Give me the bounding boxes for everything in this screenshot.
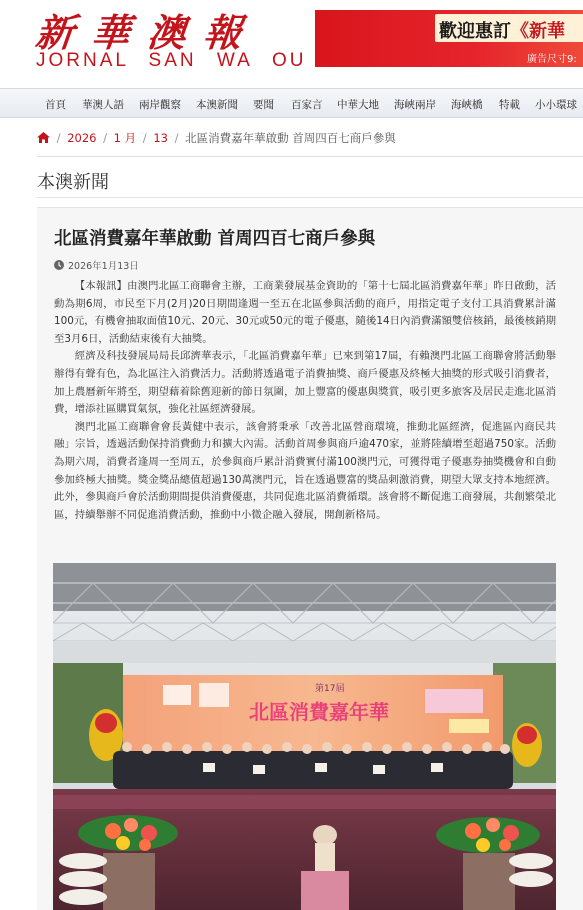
divider	[37, 197, 583, 198]
nav-item-huaao-voices[interactable]: 華澳人語	[82, 99, 124, 111]
nav-item-strait-bridge[interactable]: 海峽橋	[451, 99, 483, 111]
nav-item-opinions[interactable]: 百家言	[291, 99, 323, 111]
breadcrumb	[37, 130, 396, 146]
clock-icon	[54, 260, 64, 270]
nav-item-strait[interactable]: 海峽兩岸	[394, 99, 436, 111]
breadcrumb-separator: /	[103, 131, 107, 145]
divider	[37, 156, 583, 157]
article-meta	[54, 258, 139, 272]
site-logo-english[interactable]: JORNAL SAN WA OU	[36, 50, 307, 71]
breadcrumb-separator: /	[174, 131, 179, 145]
nav-item-headlines[interactable]: 要聞	[253, 99, 274, 111]
nav-item-china[interactable]: 中華大地	[337, 99, 379, 111]
article-paragraph: 經濟及科技發展局局長邱濟華表示，「北區消費嘉年華」已來到第17屆，有賴澳門北區工商聯會將活動舉辦得有聲有色，為北區注入消費活力。活動將透過電子消費抽獎、商戶優惠及終極大抽獎的形式吸引消費者，加上農曆新年將至，期望藉着除舊迎新的節日氛圍，加上豐富的優惠與獎賞，吸引更多旅客及居民走進北區消費，增添社區購買氣氛，強化社區經濟發展。	[54, 350, 556, 416]
article-body	[54, 278, 556, 524]
main-nav	[0, 88, 583, 118]
ad-title-prefix: 歡迎惠訂	[439, 21, 511, 42]
breadcrumb-day[interactable]: 13	[153, 131, 168, 145]
article-photo[interactable]	[53, 563, 556, 910]
nav-item-special[interactable]: 特載	[499, 99, 520, 111]
home-icon[interactable]	[37, 132, 50, 143]
breadcrumb-separator: /	[56, 131, 61, 145]
breadcrumb-current: 北區消費嘉年華啟動 首周四百七商戶參與	[185, 131, 396, 145]
ad-title-highlight: 《新華	[511, 21, 565, 42]
breadcrumb-month[interactable]: 1 月	[113, 131, 137, 145]
subscription-ad-banner[interactable]	[315, 10, 583, 67]
site-header	[0, 0, 583, 88]
photo-banner-text: 北區消費嘉年華	[249, 700, 389, 724]
ad-subtitle: 廣告尺寸9:	[527, 54, 577, 65]
section-title: 本澳新聞	[37, 172, 109, 193]
site-logo-chinese[interactable]: 新華澳報	[33, 10, 263, 55]
nav-item-local-news[interactable]: 本澳新聞	[196, 99, 238, 111]
article	[37, 207, 583, 910]
nav-item-cross-strait-watch[interactable]: 兩岸觀察	[139, 99, 181, 111]
photo-banner-number: 第17屆	[315, 684, 345, 694]
nav-item-world[interactable]: 小小環球	[535, 99, 577, 111]
article-paragraph: 【本報訊】由澳門北區工商聯會主辦，工商業發展基金資助的「第十七屆北區消費嘉年華」昨日啟動，活動為期6周，市民至下月(2月)20日期間逢週一至五在北區參與活動的商戶，用指定電子支付工具消費累計滿100元，有機會抽取面值10元、20元、30元或50元的電子優惠，隨後14日內消費滿額雙倍核銷，最後核銷期至3月6日，活動結束後有大抽獎。	[54, 280, 556, 345]
breadcrumb-separator: /	[142, 131, 147, 145]
event-photo-illustration	[53, 563, 556, 910]
nav-item-home[interactable]: 首頁	[45, 99, 66, 111]
article-title: 北區消費嘉年華啟動 首周四百七商戶參與	[54, 229, 376, 249]
article-date: 2026年1月13日	[68, 261, 139, 272]
breadcrumb-year[interactable]: 2026	[67, 131, 97, 145]
article-paragraph: 澳門北區工商聯會會長黃健中表示，該會將秉承「改善北區營商環境，推動北區經濟，促進區內商民共融」宗旨，透過活動保持消費動力和擴大內需。活動首周參與商戶逾470家，並將陸續增至超過750家。活動為期六周，消費者逢周一至周五，於參與商戶累計消費實付滿100澳門元，可獲得電子優惠券抽獎機會和自動參加終極大抽獎。獎金獎品總值超過130萬澳門元，旨在透過豐富的獎品刺激消費，期望大眾支持本地經濟。此外，參與商戶會於活動期間提供消費優惠，共同促進北區消費循環。該會將不斷促進工商發展，共創繁榮北區，持續舉辦不同促進消費活動，推動中小微企融入發展，開創新格局。	[54, 420, 556, 521]
ad-title	[439, 17, 565, 43]
